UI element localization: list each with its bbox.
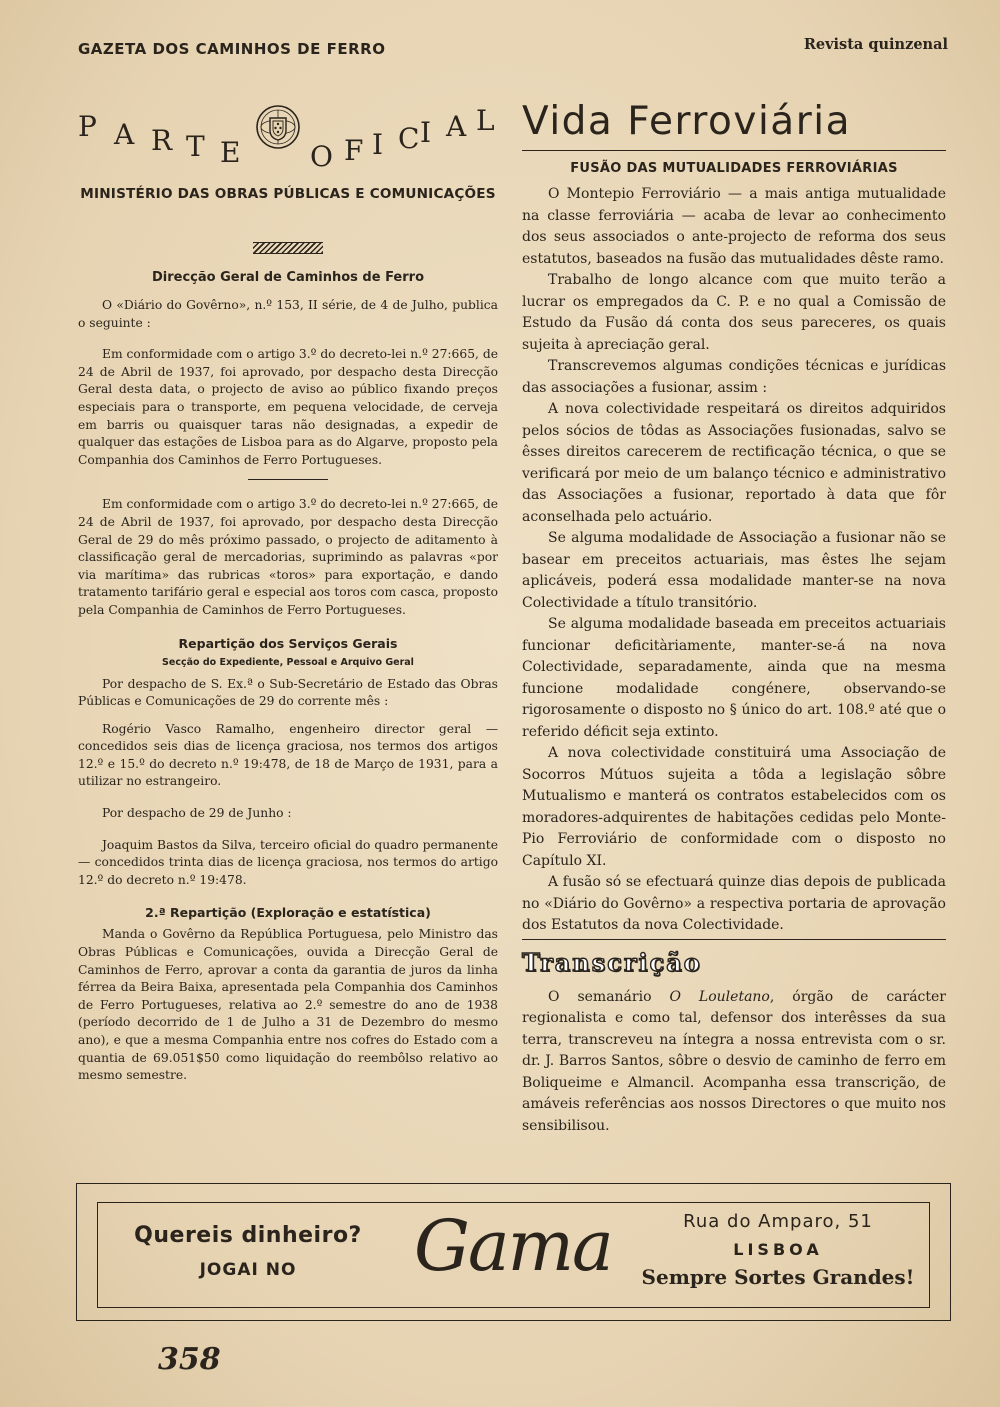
ad-city: LISBOA [733, 1240, 823, 1259]
ministry-heading: MINISTÉRIO DAS OBRAS PÚBLICAS E COMUNICAÇÕES [80, 186, 496, 202]
ad-inner-frame [97, 1202, 930, 1308]
fusao-paragraph: Transcrevemos algumas condições técnicas e jurídicas das associações a fusionar, assim : [522, 358, 946, 396]
newspaper-name: O Louletano [669, 988, 770, 1005]
reparticao-exploracao-heading: 2.ª Repartição (Exploração e estatística) [145, 905, 431, 921]
paragraph-toros: Em conformidade com o artigo 3.º do decreto-lei n.º 27:665, de 24 de Abril de 1937, foi aprovado, por despacho desta Direcção Geral de 29 do mês próximo passado, o projecto de aditamento à classificação geral de mercadorias, suprimindo as palavras «por via marítima» das rubricas «toros» para exportação, e dando tratamento tarifário geral e especial aos toros com casca, proposto pela Companhia de Caminhos de Ferro Portugueses. [78, 497, 498, 617]
fusao-heading: FUSÃO DAS MUTUALIDADES FERROVIÁRIAS [570, 161, 898, 176]
coat-of-arms-icon [254, 102, 302, 152]
fusao-paragraph: Trabalho de longo alcance com que muito terão a lucrar os empregados da C. P. e no qual a Comissão de Estudo da Fusão dá conta dos seus pareceres, os quais sujeita à apreciação geral. [522, 272, 946, 353]
gama-logo: Gama [414, 1205, 612, 1287]
ad-right-block [633, 1211, 923, 1289]
paragraph-beira-baixa: Manda o Govêrno da República Portuguesa, pelo Ministro das Obras Públicas e Comunicações, ouvida a Direcção Geral de Caminhos de Ferro, aprovar a conta da garantia de juros da linha férrea da Beira Baixa, apresentada pela Companhia dos Caminhos de Ferro Portugueses, relativa ao 2.º semestre do ano de 1938 (período decorrido de 1 de Julho a 31 de Dezembro do mesmo ano), e que a mesma Companhia entre nos cofres do Estado com a quantia de 69.051$50 como liquidação do reembôlso relativo ao mesmo semestre. [78, 927, 498, 1083]
gama-advertisement [76, 1183, 951, 1321]
title-letter: L [476, 104, 495, 137]
parte-oficial-column [78, 98, 498, 1095]
fusao-paragraph: Se alguma modalidade baseada em preceitos actuariais funcionar deficitàriamente, manter-se-á na nova Colectividade, separadamente, ainda que na mesma funcione modalidade congénere, observando-se rigorosamente o disposto no § único do art. 108.º até que o referido déficit seja extinto. [522, 616, 946, 740]
title-letter: E [220, 136, 241, 169]
title-letter: C [398, 122, 420, 155]
vida-ferroviaria-title: Vida Ferroviária [522, 98, 946, 151]
ad-play: JOGAI NO [199, 1260, 297, 1280]
paragraph-cerveja: Em conformidade com o artigo 3.º do decreto-lei n.º 27:665, de 24 de Abril de 1937, foi aprovado, por despacho desta Direcção Geral desta data, o projecto de aviso ao público fixando preços especiais para o transporte, em pequena velocidade, de cerveja em barris ou quaisquer taras não designadas, a expedir de qualquer das estações de Lisboa para as do Algarve, proposto pela Companhia dos Caminhos de Ferro Portugueses. [78, 347, 498, 467]
paragraph-despacho: Por despacho de S. Ex.ª o Sub-Secretário de Estado das Obras Públicas e Comunicações de 29 do corrente mês : [78, 676, 498, 709]
title-letter: A [446, 110, 467, 143]
title-letter: F [344, 134, 364, 167]
section-divider [248, 479, 328, 480]
fusao-paragraph: A nova colectividade respeitará os direitos adquiridos pelos sócios de tôdas as Associações fusionadas, salvo se êsses direitos carecerem de rectificação técnica, o que se verificará por meio de um balanço técnico e administrativo das Associações a fusionar, reportado à data que fôr aconselhada pelo actuário. [522, 401, 946, 525]
column-divider [522, 939, 946, 940]
paragraph-ramalho: Rogério Vasco Ramalho, engenheiro director geral — concedidos seis dias de licença graciosa, nos termos dos artigos 12.º e 15.º do decreto n.º 19:478, de 18 de Março de 1931, para a utilizar no estrangeiro. [78, 721, 498, 789]
page-number: 358 [158, 1342, 221, 1377]
ad-question: Quereis dinheiro? [134, 1223, 362, 1248]
ad-slogan: Sempre Sortes Grandes! [641, 1265, 915, 1289]
fusao-paragraph: A nova colectividade constituirá uma Associação de Socorros Mútuos sujeita a tôda a legislação sôbre Mutualismo e manterá os contratos estabelecidos com os moradores-adquirentes de habitações cedidas pelo Monte-Pio Ferroviário de conformidade com o disposto no Capítulo XI. [522, 745, 946, 869]
title-letter: I [372, 128, 384, 161]
parte-oficial-title [78, 98, 498, 173]
paragraph-bastos: Joaquim Bastos da Silva, terceiro oficial do quadro permanente — concedidos trinta dias de licença graciosa, nos termos do artigo 12.º do decreto n.º 19:478. [78, 837, 498, 887]
fusao-paragraph: O Montepio Ferroviário — a mais antiga mutualidade na classe ferroviária — acaba de levar ao conhecimento dos seus associados o ante-projecto de reforma dos seus estatutos, baseados na fusão das mutualidades dêste ramo. [522, 186, 946, 267]
transcricao-text: O semanário [548, 988, 670, 1005]
title-letter: O [310, 140, 333, 173]
reparticao-servicos-heading: Repartição dos Serviços Gerais [178, 635, 398, 651]
title-letter: A [114, 118, 135, 151]
seccao-heading: Secção do Expediente, Pessoal e Arquivo Geral [162, 656, 414, 668]
journal-title: GAZETA DOS CAMINHOS DE FERRO [78, 40, 386, 58]
transcricao-heading: Transcrição [522, 947, 702, 977]
fusao-paragraph: Se alguma modalidade de Associação a fusionar não se basear em preceitos actuariais, mas êstes lhe sejam aplicáveis, poderá essa modalidade manter-se na nova Colectividade a título transitório. [522, 530, 946, 611]
direccao-geral-heading: Direcção Geral de Caminhos de Ferro [151, 270, 424, 285]
title-letter: T [186, 130, 205, 163]
vida-ferroviaria-column [522, 98, 946, 1137]
title-letter: R [151, 124, 173, 157]
transcricao-text: , órgão de carácter regionalista e como tal, defensor dos interêsses da sua terra, transcreveu na íntegra a nossa entrevista com o sr. dr. J. Barros Santos, sôbre o desvio de caminho de ferro em Boliqueime e Almancil. Acompanha essa transcrição, de amáveis referências aos nossos Directores o que muito nos sensibilisou. [522, 988, 946, 1134]
fusao-paragraph: A fusão só se efectuará quinze dias depois de publicada no «Diário do Govêrno» a respectiva portaria de aprovação dos Estatutos da nova Colectividade. [522, 874, 946, 933]
hatched-divider [253, 242, 323, 254]
paragraph-despacho-junho: Por despacho de 29 de Junho : [102, 806, 292, 821]
ad-left-block [98, 1203, 398, 1307]
ad-address: Rua do Amparo, 51 [683, 1211, 873, 1232]
title-letter: P [78, 110, 97, 143]
periodicity: Revista quinzenal [803, 36, 948, 53]
title-letter: I [420, 116, 432, 149]
transcricao-paragraph [522, 987, 946, 1138]
intro-paragraph: O «Diário do Govêrno», n.º 153, II série, de 4 de Julho, publica o seguinte : [78, 298, 498, 330]
